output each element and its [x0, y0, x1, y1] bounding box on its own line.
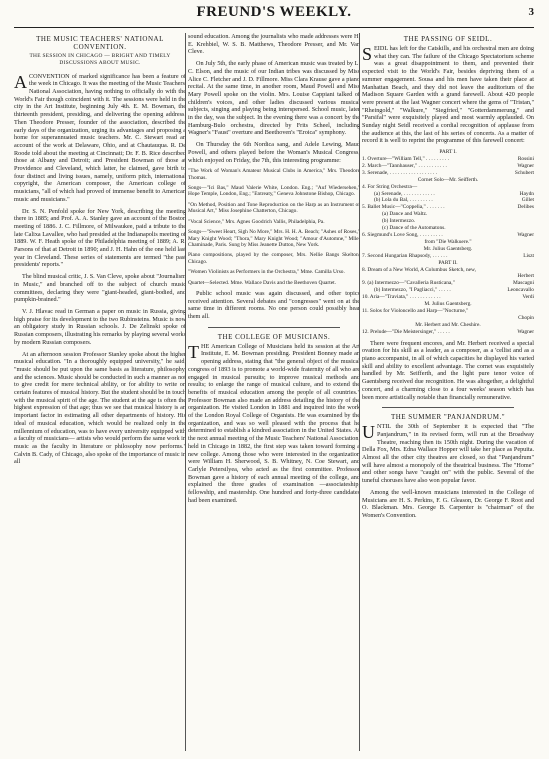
programme-item: Songs—"Sweet Heart, Sigh No More," Mrs. H. H. A. Beach; "Ashes of Roses," Mary Knight Wood; "Thora," Mary Knight Wood; "Amour d'Automne," Mlle. Chaminade, Paris. Sung by Miss Jeanette Dutton, New York. [188, 229, 360, 248]
column-divider [185, 33, 186, 751]
programme-line: Mr. Herbert and Mr. Cheshire. [415, 321, 481, 328]
programme-line: Herbert [517, 273, 534, 280]
programme-line: 2. March—"Tannhauser," . . . . . . . . . . . Wagner [362, 162, 534, 169]
article-paragraph: sound education. Among the journalists who made addresses were H. E. Krehbiel, W. S. B. Matthews, Theodore Presser, and Mr. Van Cleve. [188, 33, 360, 56]
programme-item: Songs—"Ici Bas," Maud Valerie White, London. Eng.; "Auf Wiedersehen," Hope Temple, London, Eng.; "Entreaty," Geneva Johnstone Bishop, Chicago. [188, 185, 360, 198]
programme-item: "Vocal Science," Mrs. Agnes Goodrich Vallis, Philadelphia, Pa. [188, 218, 325, 225]
programme-line: (b) Intermezzo, "I Pagliacci," . . . . . Leoncavallo [374, 287, 534, 294]
article-paragraph: On July 5th, the early phase of American music was treated by L. C. Elson, and the music of our Indian tribes was discussed by Miss Alice C. Fletcher and J. D. Fillmore. Miss Clara Krause gave a piano recital. At the same time, in another room, Maud Powell and Miss Mary Powell spoke on the violin. Mrs. Louise Cappiani talked of children's voices, and other ladies discussed various musical subjects, singing and playing being interspersed. School music, later in the day, was the subject. In the evening there was a concert by the Hamburg-Bulo orchestra, directed by Frits Scheel, including Wagner's "Faust" overture and Beethoven's "Eroica" symphony. [188, 60, 360, 137]
programme-line: 11. Solos for Violoncello and Harp—"Nocturne," [362, 307, 469, 314]
programme-line: M. Julius Gaentsberg. [424, 301, 472, 308]
programme-line: 9. (a) Intermezzo—"Cavalleria Rusticana," Mascagni [362, 280, 534, 287]
column-2 [188, 33, 360, 753]
programme-line: 6. Siegmund's Love Song, . . . . . . . . . Wagner [362, 232, 534, 239]
programme-line: (a) Serenade, . . . . . . . . . . . . Haydn [374, 190, 534, 197]
programme-item: Piano compositions, played by the composer, Mrs. Nellie Bangs Skelton, Chicago. [188, 252, 360, 265]
article-paragraph: There were frequent encores, and Mr. Herbert received a special ovation for his skill as a leader, as a composer, as a 'cellist and as a piano accompanist, in all of which capacities he displayed his varied skill and ability to excellent advantage. The cornet was exquisitely handled by Mr. Seifferth, and the light pure tenor voice of Gaentsberg received due recognition. He was altogether, a delightful concert, and a charming close to a four weeks' season which has been more artistically notable than financially remunerative. [362, 339, 534, 401]
paper-title: FREUND'S WEEKLY. [196, 4, 352, 20]
programme-line: from "Die Walkuere." [424, 238, 472, 245]
article-paragraph: Dr. S. N. Penfold spoke for New York, describing the meeting there in 1885; and Prof. A. A. Stanley gave an account of the Boston meeting of 1886. J. C. Fillmore, of Milwaukee, paid a tribute to the late Calixa Lavallee, who had presided at the Indianapolis meeting of 1889. W. F. Heath spoke of the Philadelphia meeting of 1889; A. R. Parsons of that at Detroit in 1890; and J. H. Hahn of the one held last year in Cleveland. These series of statements are termed "the past presidents' reports." [14, 207, 186, 269]
programme-line: 8. Dream of a New World, A Columbus Sketch, new, [362, 266, 476, 273]
article-paragraph: SEIDL has left for the Catskills, and his orchestral men are doing what they can. The failure of the Chicago Spectatorium scheme was a great disappointment to them, and prevented their expected visit to the World's Fair, besides depriving them of a summer engagement. Sousa and his men have taken their place at Manhattan Beach, and they did not leave the auditorium of the Madison Square Garden with a grand farewell. About 420 people were present at the last Wagner concert where the gems of "Tristan," "Rheingold," "Walkure," "Siegfried," "Gotterdammerung," and "Parsifal" were exquisitely played and most warmly applauded. On Sunday night Seidl received a cordial recognition of applause from the audience at this, the last of his series of concerts. As a matter of record it is well to reprint the programme of this farewell concert: [362, 44, 534, 145]
programme-line: (c) Dance of the Automatons. [382, 225, 446, 232]
article-paragraph: UNTIL the 30th of September it is expected that "The Panjandrum," in its revised form, will run at the Broadway Theatre, reaching then its 150th night. During the vacation of Della Fox, Mrs. Edna Wallace Hopper will take her place as Pepuita. Almost all the other city theatres are closed, so that "Panjandrum" will have almost a monopoly of the theatrical business. The "Home" and other songs have "caught on" with the public. Several of the tuneful choruses have also won popular favor. [362, 422, 534, 485]
drop-cap: U [362, 422, 375, 443]
programme-item: "On Method, Position and Tone Reproduction on the Harp as an Instrument of Musical Art," Miss Josephine Chatterton, Chicago. [188, 201, 360, 215]
article-headline: THE COLLEGE OF MUSICIANS. [217, 332, 331, 341]
column-3 [362, 33, 534, 753]
programme-line: 1. Overture—"William Tell," . . . . . . . . . Rossini [362, 156, 534, 163]
article-subhead: THE SESSION IN CHICAGO — BRIGHT AND TIMELY DISCUSSIONS ABOUT MUSIC. [29, 53, 171, 66]
programme-line: Cornet Solo—Mr. Seifferth. [417, 176, 479, 183]
header-rule [14, 27, 534, 28]
programme-line: 5. Ballet Music—"Coppelia," . . . . . . . Delibes [362, 204, 534, 211]
programme-line: (a) Dance and Waltz. [382, 211, 428, 218]
article-headline: THE PASSING OF SEIDL. [403, 35, 493, 43]
article-paragraph: The blind musical critic, J. S. Van Cleve, spoke about "Journalism in Music," and branched off to the subject of church music committees, declaring they were "giant-headed, giant-bodied, and pumpkin-brained." [14, 273, 186, 304]
programme-item: "The Work of Woman's Amateur Musical Clubs in America," Mrs. Theodore Thomas. [188, 168, 360, 181]
programme-part-heading: PART I. [439, 149, 457, 156]
section-rule [382, 407, 514, 408]
section-rule [208, 327, 340, 328]
programme-line: 12. Prelude—"Die Meistersinger," . . . . . Wagner [362, 328, 534, 335]
article-paragraph: On Thursday the 6th Nordica sang, and Adele Lewing, Maud Powell, and others played before the Woman's Musical Congress, which enjoyed on Friday, the 7th, this interesting programme: [188, 141, 360, 164]
drop-cap: S [362, 44, 373, 64]
drop-cap: T [188, 341, 199, 362]
drop-cap: A [14, 71, 27, 92]
programme-line: Mr. Julius Gaentsberg. [423, 245, 473, 252]
programme-line: (b) Intermezzo. [382, 218, 416, 225]
article-paragraph: Among the well-known musicians interested in the College of Musicians are H. S. Perkins, F. G. Gleason, Dr. George F. Root and O. Blackman. Mrs. George B. Carpenter is "chairman" of the Women's Convention. [362, 488, 534, 519]
article-headline: THE MUSIC TEACHERS' NATIONAL CONVENTION. [36, 35, 164, 51]
programme-line: 10. Aria—"Traviata," . . . . . . . . . . . . Verdi [362, 294, 534, 301]
programme-list [188, 168, 360, 286]
article-paragraph: At an afternoon session Professor Stanley spoke about the higher musical education. "In a thoroughly equipped university," he said, "music should be put upon the same basis as literature, philosophy, and the sciences. Music should be conducted in such a manner as not to give credit for mere technical ability, or for ability to write on certain features of musical history. But the student should be in touch with the musical spirit of the age. The student at the age is often the highest expression of that age; thus we see that musical history is an important factor in estimating all other departments of history. His ideal of musical education, which would be realized only in the millennium of education, was to have every university equipped with a faculty of musicians— artists who would perform the same work in music as the faculty in literature or philosophy now performs." Calvin B. Cady, of Chicago, also spoke of the importance of music in all [14, 350, 186, 466]
programme-part-heading: PART II. [438, 259, 458, 266]
programme-line: Chopin [518, 314, 534, 321]
page-number: 3 [528, 6, 534, 18]
programme-line: 7. Second Hungarian Rhapsody, . . . . . . Liszt [362, 252, 534, 259]
article-headline: THE SUMMER "PANJANDRUM." [390, 413, 506, 422]
concert-programme [362, 149, 534, 335]
article-paragraph: ACONVENTION of marked significance has been a feature of the week in Chicago. It was the meeting of the Music Teachers' National Association, having nothing to officially do with the World's Fair though coincident with it. The sessions were held in the city in the Art Institute, beginning July 4th. E. M. Bowman, the thirteenth president, presiding, and delivering the opening address. Then Theodore Presser, founder of the association, described the early days of the organization, urging its advantages and proposing a home for superannuated music teachers. Mr. C. Stewart read an account of the work at Delaware, Ohio, and at Chautauqua. R. De Roode told about the meeting at Cincinnati; Dr. F. B. Rice described those at Albany and Detroit; and President Bowman of those at Providence and Cleveland, which latter, he claimed, gave birth to four distinct and living issues, namely, uniform pitch, international copyright, the American composer, the American college of musicians, "all of which had proved of immense benefit to American music and musicians." [14, 71, 186, 203]
programme-line: 3. Serenade, . . . . . . . . . . . . . . . . . . Schubert [362, 169, 534, 176]
article-paragraph: V. J. Hlavac read in German a paper on music in Russia, giving high praise for its development to the two Rubinsteins. Music is now an obligatory study in Russian schools. J. De Zelinski spoke of Russian composers, illustrating his remarks by playing several works by modern Russian composers. [14, 307, 186, 346]
column-divider [359, 33, 360, 751]
programme-line: 4. For String Orchestra— [362, 183, 418, 190]
programme-line: (b) Lola du Bal, . . . . . . . . . Gillet [374, 197, 534, 204]
programme-item: "Women Violinists as Performers in the Orchestra," Mme. Camilla Urso. [188, 269, 345, 276]
column-1 [14, 33, 186, 753]
article-paragraph: THE American College of Musicians held its session at the Art Institute, E. M. Bowman presiding. President Bonney made an opening address, stating that "the general object of the musical congress of 1893 is to promote a world-wide fraternity of all who are engaged in musical pursuits; to improve musical methods and results; to enlarge the range of musical culture, and to extend the benefits of musical education among the people of all countries." Professor Bowman also made an address detailing the history of the organization. He visited London in 1881 and inquired into the work of the London Royal College of Organists. He was examined by the organization, and was so well pleased with the process that he determined to establish a kindred association in the United States. At the next annual meeting of the Music Teachers' National Association, held in Chicago in 1882, the first step was taken toward forming a new college. Among those who were interested in the organization were William H. Sherwood, S. B. Whitney, N. Coe Stewart, and Carlyle Petersilyea, who acted as the first committee. Professor Bowman gave a history of each annual meeting of the college, and explained the three grades of examination —associateship, fellowship, and mastership. One hundred and forty-three candidates had been examined. [188, 341, 360, 504]
programme-item: Quartet—Selected. Mme. Wallace Davis and the Beethoven Quartet. [188, 279, 336, 286]
article-paragraph: Public school music was again discussed, and other topics received attention. Several debates and "congresses" went on at the same time in different rooms. No one person could possibly hear them all. [188, 289, 360, 321]
